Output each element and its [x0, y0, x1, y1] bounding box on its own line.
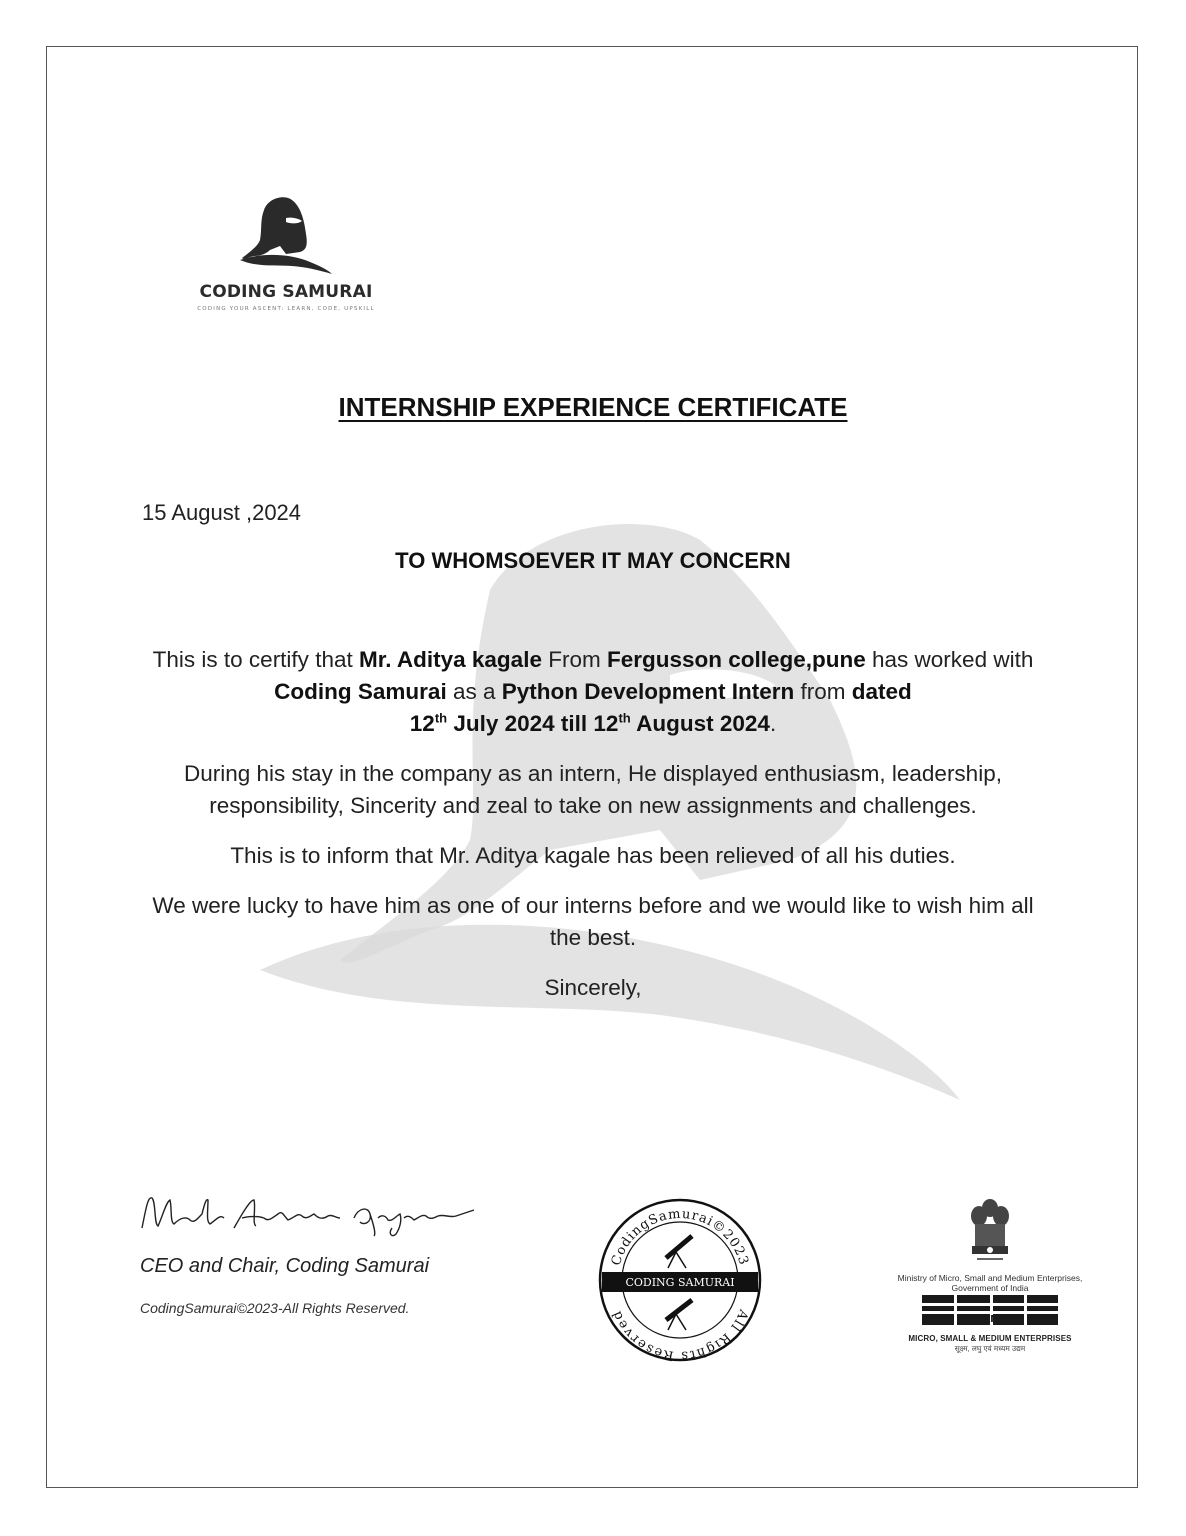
issue-date: 15 August ,2024: [142, 500, 302, 525]
intern-role: Python Development Intern: [501, 679, 795, 704]
msme-emblem: [880, 1196, 1100, 1356]
closing: Sincerely,: [544, 975, 642, 1000]
salutation: TO WHOMSOEVER IT MAY CONCERN: [395, 548, 791, 573]
company-logo: [186, 190, 386, 325]
certificate-body: [140, 644, 1046, 1022]
wishes-paragraph: We were lucky to have him as one of our interns before and we would like to wish him all the best.: [152, 893, 1034, 950]
ceo-signature: [138, 1188, 478, 1238]
msme-hindi-text: सूक्ष्म, लघु एवं मध्यम उद्यम: [954, 1344, 1026, 1353]
seal-top-text: CodingSamurai©2023: [608, 1206, 752, 1268]
msme-government: Government of India: [951, 1283, 1029, 1293]
msme-ministry: Ministry of Micro, Small and Medium Enterprises,: [897, 1273, 1083, 1283]
conduct-paragraph: During his stay in the company as an intern, He displayed enthusiasm, leadership, responsibility, Sincerity and zeal to take on new assignments and challenges.: [184, 761, 1002, 818]
relieved-paragraph: This is to inform that Mr. Aditya kagale has been relieved of all his duties.: [230, 843, 956, 868]
msme-logo-text: MSME: [973, 1314, 1007, 1325]
company-tagline: CODING YOUR ASCENT: LEARN, CODE, UPSKILL: [197, 306, 375, 312]
seal-bottom-text: All Rights Reserved: [609, 1307, 751, 1364]
msme-subtitle: MICRO, SMALL & MEDIUM ENTERPRISES: [908, 1334, 1072, 1343]
company-seal: [596, 1196, 764, 1364]
dated-word: dated: [851, 679, 912, 704]
msme-logo-icon: [920, 1293, 1060, 1327]
certificate-title: INTERNSHIP EXPERIENCE CERTIFICATE: [338, 392, 848, 422]
company-name: CODING SAMURAI: [199, 282, 373, 302]
internship-period: 12th July 2024 till 12th August 2024: [409, 710, 770, 736]
samurai-logo-icon: [236, 190, 336, 276]
copyright-notice: CodingSamurai©2023-All Rights Reserved.: [140, 1300, 410, 1316]
certify-paragraph: This is to certify that Mr. Aditya kagale From Fergusson college,pune has worked with Coding Samurai as a Python Development Intern from dated 12th July 2024 till 12th August 2024.: [152, 647, 1034, 736]
company-ref: Coding Samurai: [274, 679, 447, 704]
college-name: Fergusson college,pune: [606, 647, 866, 672]
intern-name: Mr. Aditya kagale: [358, 647, 542, 672]
signatory-title: CEO and Chair, Coding Samurai: [140, 1255, 430, 1277]
seal-band-text: CODING SAMURAI: [625, 1276, 735, 1289]
national-emblem-icon: [967, 1196, 1013, 1266]
